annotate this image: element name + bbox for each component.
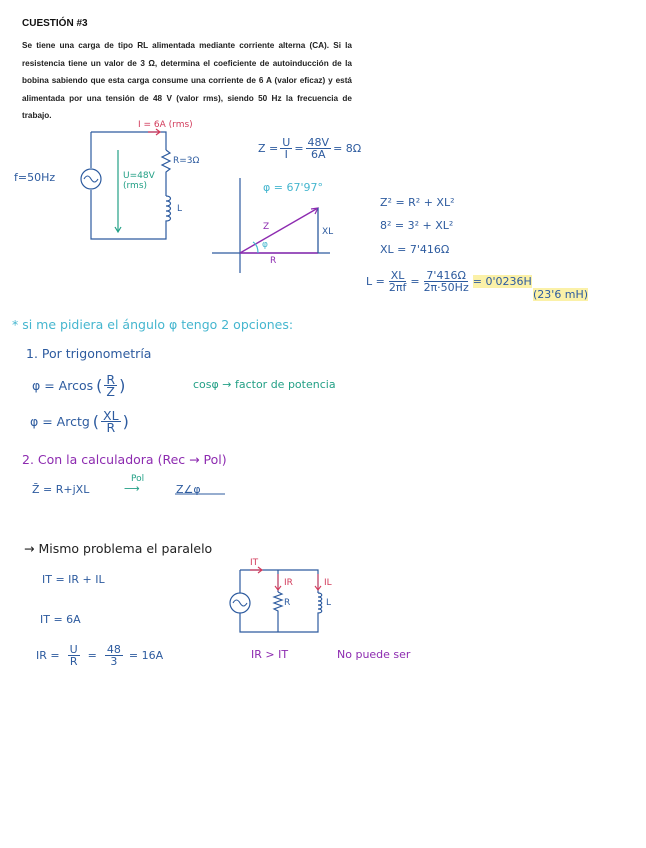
ir-eq: =: [87, 649, 97, 662]
calc-arrow-label: Pol: [131, 474, 145, 484]
voltage-sublabel: (rms): [123, 181, 148, 191]
current-label: I = 6A (rms): [138, 120, 193, 130]
reactance-line-3: XL = 7'416Ω: [380, 243, 450, 256]
inductance-den2: 2π·50Hz: [423, 281, 469, 294]
inductance-result-mh-text: (23'6 mH): [533, 288, 589, 301]
calc-arrow: ⟶: [124, 482, 140, 495]
circuit-il-label: IL: [324, 578, 332, 588]
voltage-label: U=48V: [123, 171, 155, 181]
triangle-phi-label: φ: [262, 240, 268, 250]
impedance-fraction-2: [306, 137, 332, 160]
parallel-title: → Mismo problema el paralelo: [24, 541, 213, 556]
acos-num: R: [106, 372, 116, 387]
inductor-label: L: [177, 204, 183, 214]
circuit-it-label: IT: [250, 558, 259, 568]
ir-equation: [36, 644, 163, 667]
circuit-l-label: L: [326, 598, 332, 608]
impedance-lhs: Z =: [258, 142, 279, 155]
il-arrow: [315, 574, 321, 590]
circuit-ir-label: IR: [284, 578, 293, 588]
ir-den1: R: [69, 655, 78, 668]
inductance-fraction-1: [387, 270, 409, 293]
triangle-r-label: R: [270, 256, 277, 266]
inductance-result: = 0'0236H: [472, 275, 532, 288]
triangle-xl-label: XL: [322, 227, 334, 237]
calc-rhs: Z∠φ: [176, 483, 201, 496]
question-title: CUESTIÓN #3: [22, 18, 88, 29]
angle-value-label: φ = 67'97°: [263, 181, 323, 194]
inductance-fraction-2: [422, 270, 471, 293]
question-text: Se tiene una carga de tipo RL alimentada mediante corriente alterna (CA). Si la resistencia tiene un valor de 3 Ω, determina el coeficiente de autoinducción de la bobina sabiendo que esta carga consume una corriente de 6 A (valor eficaz) y está alimentada por una tensión de 48 V (valor rms), siendo 50 Hz la frecuencia de trabajo.: [22, 41, 352, 120]
inductance-num1: XL: [390, 269, 405, 282]
angle-note-intro: * si me pidiera el ángulo φ tengo 2 opciones:: [12, 317, 294, 332]
impedance-result: = 8Ω: [333, 142, 362, 155]
ir-arrow: [275, 574, 281, 590]
impedance-fraction-1: [280, 137, 292, 160]
power-factor-note: cosφ → factor de potencia: [193, 378, 336, 391]
impedance-den2: 6A: [311, 148, 326, 161]
ir-fraction-2: [105, 644, 123, 667]
resistor-label: R=3Ω: [173, 156, 200, 166]
ir-fraction-1: [68, 644, 80, 667]
ir-result: = 16A: [128, 649, 164, 662]
conclusion-text: No puede ser: [337, 648, 411, 661]
triangle-hypotenuse: [240, 208, 318, 253]
atan-lhs: φ = Arctg: [30, 414, 90, 429]
parallel-resistor-symbol: [274, 592, 282, 620]
impedance-num2: 48V: [307, 136, 330, 149]
inductance-equation: [366, 270, 532, 293]
impedance-eq: =: [294, 142, 304, 155]
inductance-eq: =: [410, 275, 420, 288]
ir-lhs: IR =: [36, 649, 60, 662]
ir-num1: U: [69, 643, 78, 656]
impedance-den1: I: [284, 148, 288, 161]
atan-equation: φ = Arctg ( $\frac{XL}{R}$ ): [30, 408, 129, 435]
voltage-arrow: [115, 150, 121, 232]
parallel-eq-1: IT = IR + IL: [42, 573, 105, 586]
parallel-eq-2: IT = 6A: [40, 613, 81, 626]
acos-den: Z: [106, 384, 115, 399]
acos-fraction: [104, 374, 117, 397]
triangle-z-label: Z: [263, 222, 270, 232]
parallel-inductor-symbol: [318, 593, 322, 620]
ir-num2: 48: [106, 643, 121, 656]
atan-num: XL: [103, 408, 119, 423]
frequency-label: f=50Hz: [14, 171, 56, 184]
inductor-symbol: [166, 196, 171, 228]
resistor-symbol: [162, 150, 170, 196]
option-2-title: 2. Con la calculadora (Rec → Pol): [22, 452, 227, 467]
inductance-num2: 7'416Ω: [426, 269, 466, 282]
ir-compare: IR > IT: [251, 648, 289, 661]
acos-lhs: φ = Arcos: [32, 378, 94, 393]
impedance-equation: [258, 137, 361, 160]
option-1-title: 1. Por trigonometría: [26, 346, 152, 361]
reactance-line-2: 8² = 3² + XL²: [380, 219, 454, 232]
ir-den2: 3: [110, 655, 118, 668]
reactance-line-1: Z² = R² + XL²: [380, 196, 455, 209]
impedance-num1: U: [282, 136, 291, 149]
calc-lhs: Z̄ = R+jXL: [32, 483, 90, 496]
ac-source-wave: [84, 176, 98, 182]
acos-equation: φ = Arcos ( $\frac{R}{Z}$ ): [32, 372, 126, 399]
inductance-lhs: L =: [366, 275, 385, 288]
inductance-den1: 2πf: [388, 281, 407, 294]
atan-den: R: [106, 420, 116, 435]
circuit-r-label: R: [284, 598, 291, 608]
inductance-result-mh: [533, 288, 588, 301]
atan-fraction: [101, 410, 121, 433]
parallel-ac-source-wave: [233, 600, 247, 606]
